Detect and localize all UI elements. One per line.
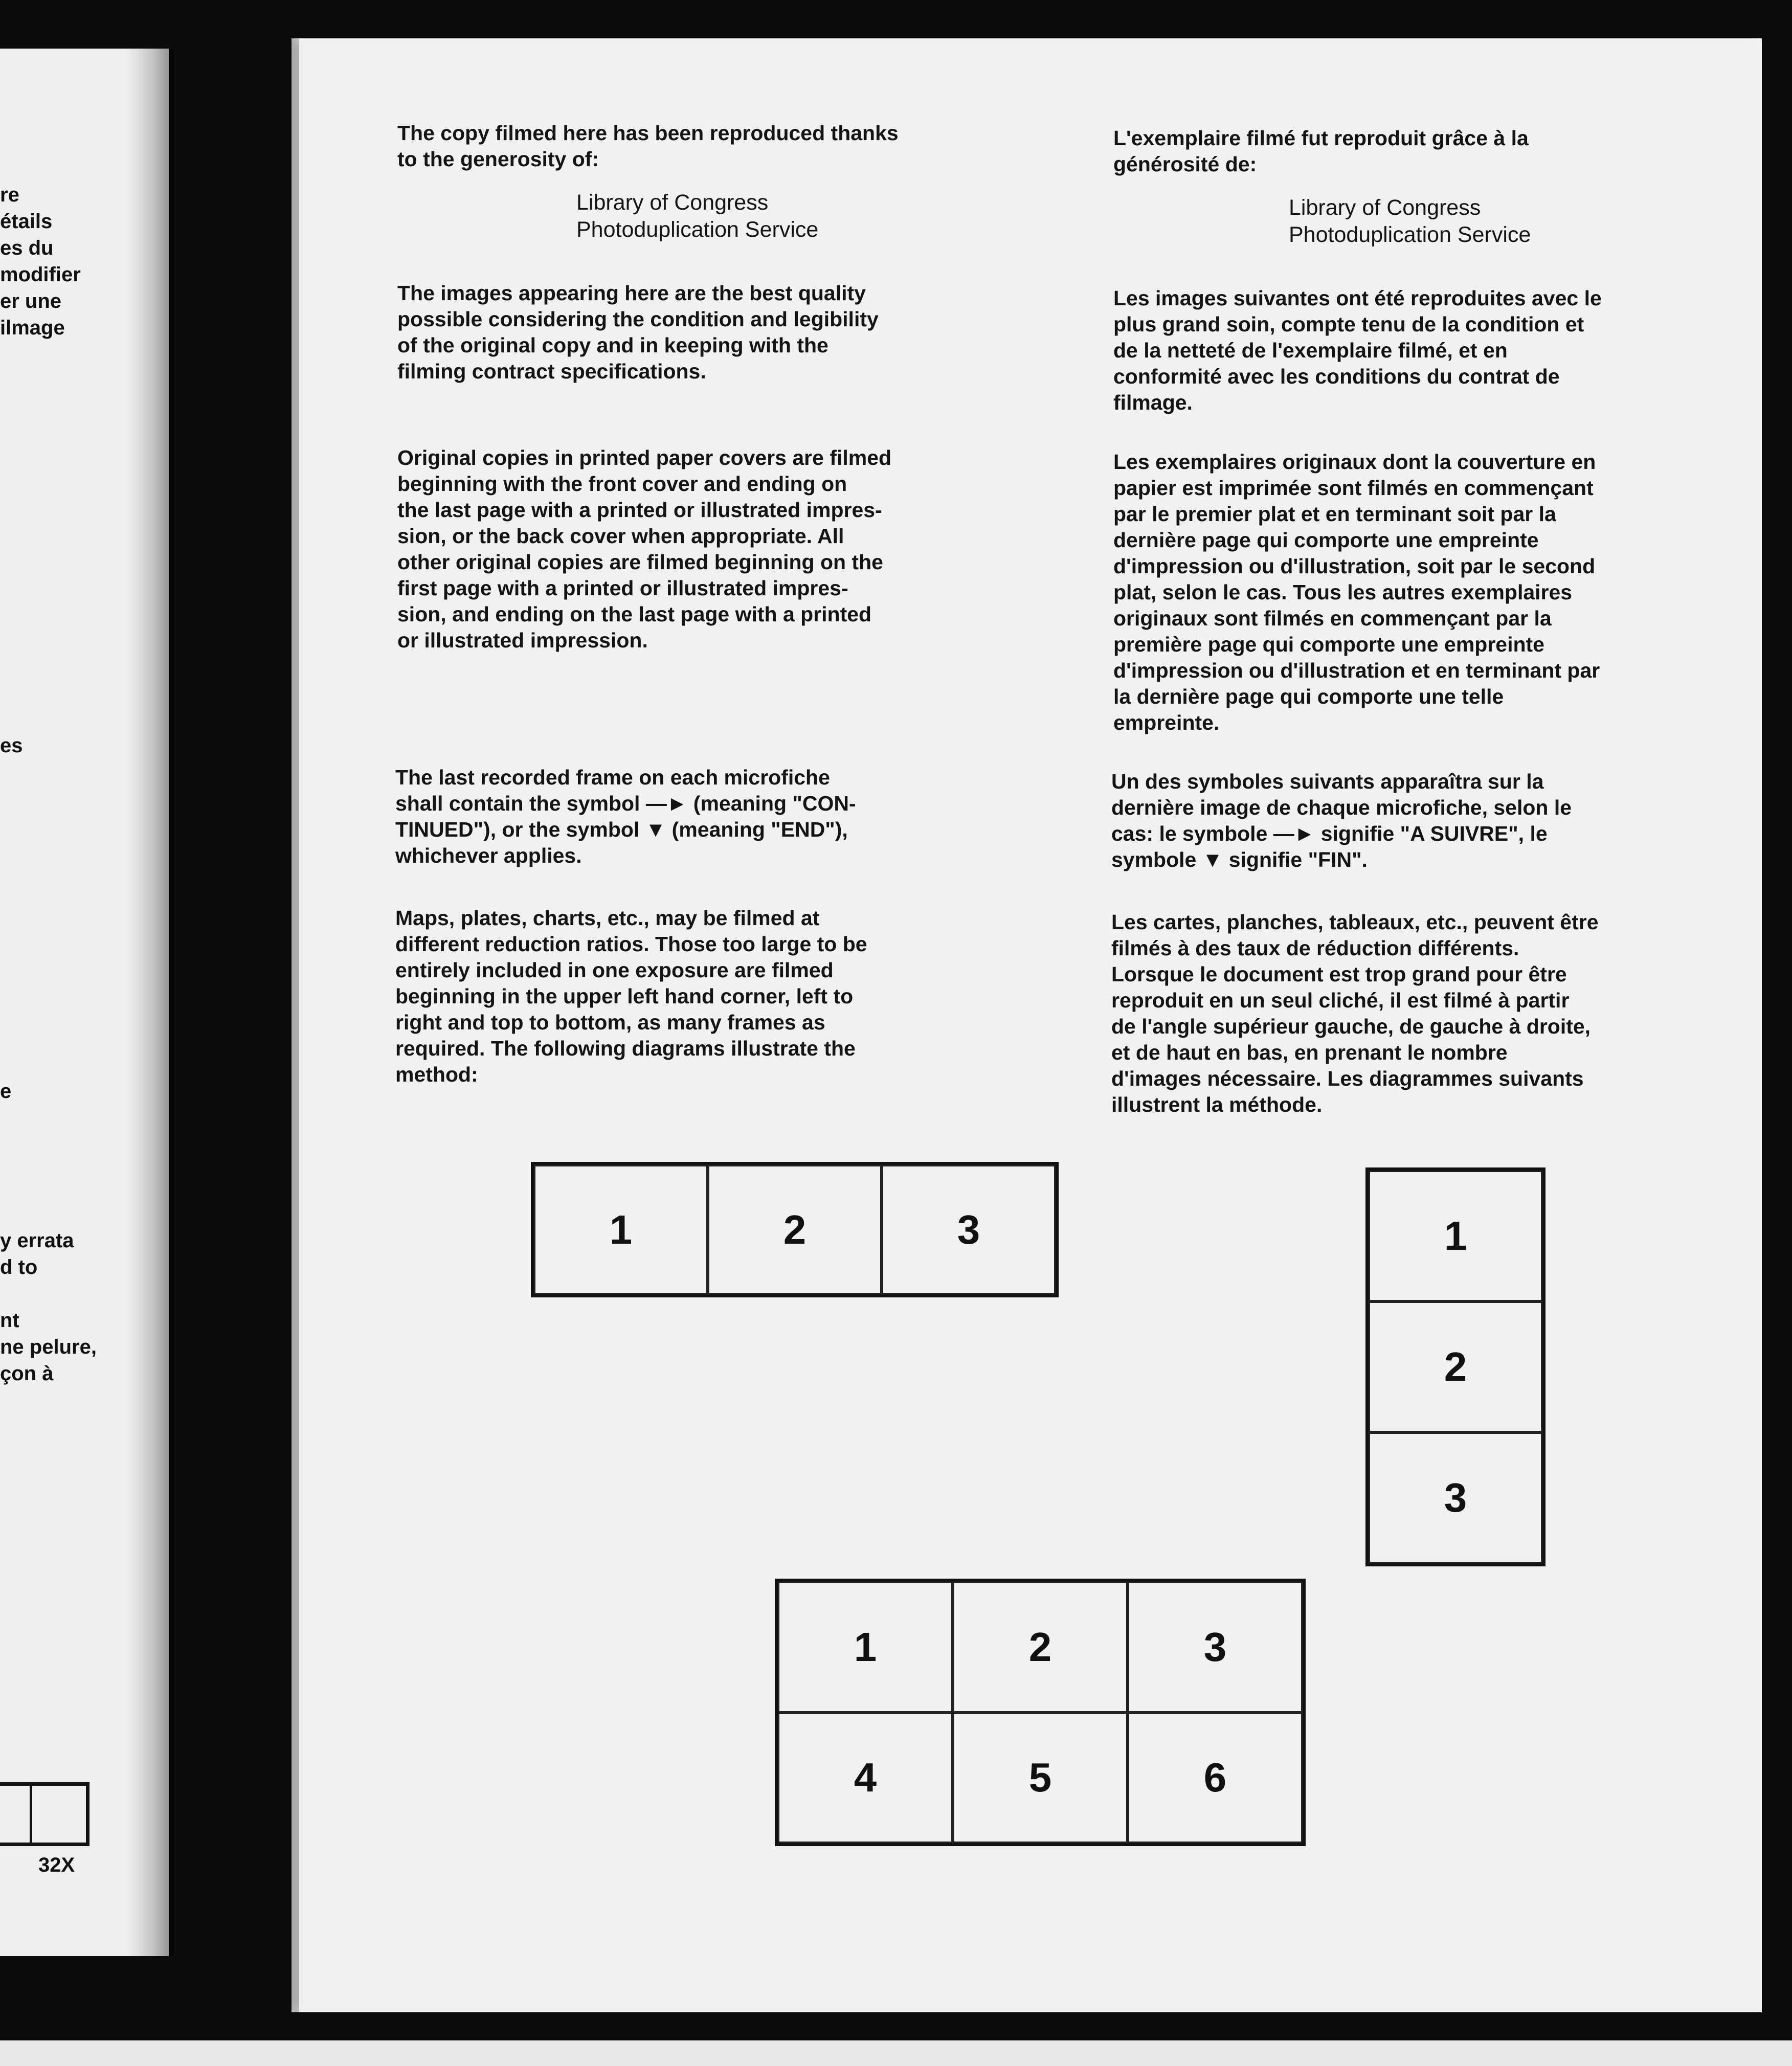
diagram-frame-cell: 2: [953, 1582, 1128, 1713]
left-fragment-line: er une: [0, 290, 62, 312]
left-fragment-line: y errata: [0, 1229, 74, 1252]
left-fragment-line: nt: [0, 1309, 19, 1332]
horizontal-frame-diagram: [531, 1162, 1059, 1297]
french-library-name: Library of Congress Photoduplication Service: [1289, 195, 1531, 247]
left-fragment-line: çon à: [0, 1362, 54, 1385]
english-library-name: Library of Congress Photoduplication Service: [576, 190, 819, 242]
left-fragment-line: étails: [0, 210, 53, 233]
left-fragment-line: es du: [0, 237, 54, 259]
english-quality-paragraph: The images appearing here are the best quality possible considering the condition and legibility of the original copy and in keeping with the filming contract specifications.: [397, 281, 879, 383]
french-covers-paragraph: Les exemplaires originaux dont la couverture en papier est imprimée sont filmés en commençant par le premier plat et en terminant soit par la dernière page qui comporte une empreinte d'impression ou d'illustration, soit par le second plat, selon le cas. Tous les autres exemplaires originaux sont filmés en commençant par la première page qui comporte une empreinte d'impression ou d'illustration et en terminant par la dernière page qui comporte une telle empreinte.: [1113, 450, 1600, 734]
left-fragment-line: modifier: [0, 263, 81, 286]
english-maps-paragraph: Maps, plates, charts, etc., may be filmed at different reduction ratios. Those too large to be entirely included in one exposure are filmed beginning in the upper left hand corner, left to right and top to bottom, as many frames as required. The following diagrams illustrate the method:: [395, 906, 867, 1086]
left-fragment-line: re: [0, 184, 19, 206]
vertical-frame-diagram: [1365, 1167, 1545, 1566]
diagram-frame-cell: 2: [1369, 1301, 1542, 1432]
diagram-frame-cell: 3: [1369, 1432, 1542, 1563]
diagram-frame-cell: 1: [778, 1582, 953, 1713]
resolution-target-boxes: [0, 1782, 89, 1846]
diagram-frame-cell: 1: [534, 1165, 708, 1294]
english-symbols-paragraph: The last recorded frame on each microfiche shall contain the symbol ―► (meaning "CON- TINUED"), or the symbol ▼ (meaning "END"), whichever applies.: [395, 766, 856, 867]
diagram-frame-cell: 5: [953, 1713, 1128, 1844]
french-maps-paragraph: Les cartes, planches, tableaux, etc., peuvent être filmés à des taux de réduction différents. Lorsque le document est trop grand pour être reproduit en un seul cliché, il est filmé à partir de l'angle supérieur gauche, de gauche à droite, et de haut en bas, en prenant le nombre d'images nécessaire. Les diagrammes suivants illustrent la méthode.: [1111, 910, 1599, 1116]
left-fragment-line: ilmage: [0, 317, 65, 339]
diagram-frame-cell: 4: [778, 1713, 953, 1844]
page-fold-shadow: [128, 49, 174, 1956]
french-quality-paragraph: Les images suivantes ont été reproduites avec le plus grand soin, compte tenu de la condition et de la netteté de l'exemplaire filmé, et en conformité avec les conditions du contrat de filmage.: [1113, 286, 1602, 414]
grid-frame-diagram: [775, 1579, 1306, 1846]
french-intro: L'exemplaire filmé fut reproduit grâce à la générosité de:: [1113, 126, 1529, 176]
scan-bottom-edge: [0, 2040, 1792, 2066]
french-symbols-paragraph: Un des symboles suivants apparaîtra sur la dernière image de chaque microfiche, selon le cas: le symbole ―► signifie "A SUIVRE", le symbole ▼ signifie "FIN".: [1111, 770, 1572, 871]
english-covers-paragraph: Original copies in printed paper covers are filmed beginning with the front cover and ending on the last page with a printed or illustrated impres- sion, or the back cover when appropriate. All other original copies are filmed beginning on the first page with a printed or illustrated impres- sion, and ending on the last page with a printed or illustrated impression.: [397, 446, 892, 652]
left-fragment-line: d to: [0, 1256, 38, 1278]
diagram-frame-cell: 3: [1128, 1582, 1303, 1713]
left-fragment-line: e: [0, 1080, 12, 1103]
diagram-frame-cell: 6: [1128, 1713, 1303, 1844]
resolution-target-divider: [30, 1786, 32, 1843]
left-fragment-line: ne pelure,: [0, 1336, 97, 1358]
reduction-label: 32X: [38, 1854, 75, 1876]
diagram-frame-cell: 2: [708, 1165, 882, 1294]
diagram-frame-cell: 1: [1369, 1171, 1542, 1301]
english-intro: The copy filmed here has been reproduced thanks to the generosity of:: [397, 121, 899, 171]
left-fragment-line: es: [0, 734, 23, 757]
diagram-frame-cell: 3: [882, 1165, 1056, 1294]
